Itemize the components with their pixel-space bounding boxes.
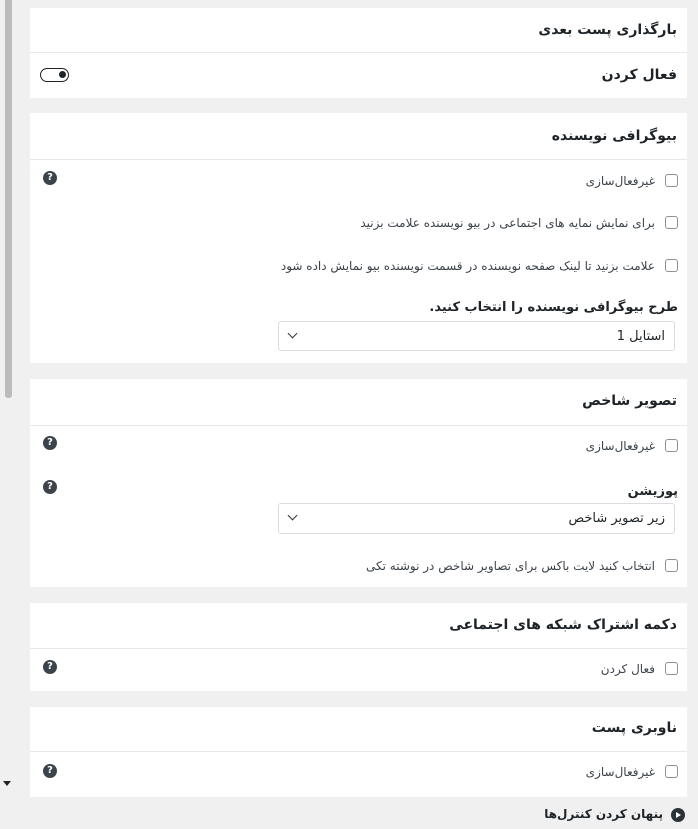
share-buttons-panel	[30, 603, 687, 691]
author-bio-style-heading: طرح بیوگرافی نویسنده را انتخاب کنید.	[429, 300, 678, 315]
featured-image-position-heading: پوزیشن	[627, 484, 678, 499]
featured-image-disable-row[interactable]	[30, 438, 678, 456]
featured-image-lightbox-checkbox[interactable]	[665, 559, 678, 572]
author-bio-disable-row[interactable]	[30, 173, 678, 191]
featured-image-disable-label: غیرفعال‌سازی	[585, 439, 655, 453]
hide-controls-button[interactable]	[515, 807, 685, 827]
author-bio-help-icon[interactable]: ?	[43, 171, 57, 185]
scrollbar-thumb[interactable]	[5, 0, 12, 398]
next-post-panel	[30, 8, 687, 98]
featured-image-disable-checkbox[interactable]	[665, 439, 678, 452]
post-nav-panel	[30, 707, 687, 797]
post-nav-disable-label: غیرفعال‌سازی	[585, 765, 655, 779]
author-bio-social-row[interactable]	[30, 215, 678, 233]
next-post-toggle-label: فعال کردن	[601, 67, 677, 83]
author-bio-panel	[30, 113, 687, 363]
post-nav-title: ناوبری پست	[591, 720, 677, 736]
scroll-down-arrow-icon[interactable]	[3, 781, 11, 786]
featured-image-lightbox-row[interactable]	[30, 558, 678, 576]
post-nav-disable-row[interactable]	[30, 764, 678, 782]
toggle-knob	[59, 71, 66, 78]
play-circle-icon	[671, 808, 685, 822]
author-bio-style-select[interactable]	[278, 321, 675, 351]
featured-image-title: تصویر شاخص	[582, 393, 677, 409]
share-buttons-enable-row[interactable]	[30, 661, 678, 679]
featured-image-position-select[interactable]	[278, 503, 675, 534]
share-buttons-enable-label: فعال کردن	[600, 662, 655, 676]
author-bio-link-checkbox[interactable]	[665, 259, 678, 272]
author-bio-link-label: علامت بزنید تا لینک صفحه نویسنده در قسمت نویسنده بیو نمایش داده شود	[280, 259, 655, 273]
author-bio-link-row[interactable]	[30, 258, 678, 276]
post-nav-help-icon[interactable]: ?	[43, 764, 57, 778]
author-bio-style-value: استایل 1	[616, 329, 665, 344]
author-bio-disable-label: غیرفعال‌سازی	[585, 174, 655, 188]
hide-controls-label: پنهان کردن کنترل‌ها	[544, 807, 663, 821]
share-buttons-enable-checkbox[interactable]	[665, 662, 678, 675]
next-post-toggle[interactable]	[40, 68, 69, 82]
featured-image-position-value: زیر تصویر شاخص	[568, 511, 665, 526]
featured-image-panel	[30, 379, 687, 587]
post-nav-disable-checkbox[interactable]	[665, 765, 678, 778]
author-bio-title: بیوگرافی نویسنده	[551, 128, 677, 144]
share-buttons-help-icon[interactable]: ?	[43, 660, 57, 674]
author-bio-social-checkbox[interactable]	[665, 216, 678, 229]
chevron-down-icon	[288, 511, 298, 521]
author-bio-disable-checkbox[interactable]	[665, 174, 678, 187]
chevron-down-icon	[288, 329, 298, 339]
next-post-title: بارگذاری پست بعدی	[538, 22, 677, 38]
featured-image-help-icon[interactable]: ?	[43, 436, 57, 450]
featured-image-position-help-icon[interactable]: ?	[43, 480, 57, 494]
share-buttons-title: دکمه اشتراک شبکه های اجتماعی	[449, 617, 677, 633]
scrollbar[interactable]	[0, 0, 16, 829]
author-bio-social-label: برای نمایش نمایه های اجتماعی در بیو نویسنده علامت بزنید	[360, 216, 655, 230]
featured-image-lightbox-label: انتخاب کنید لایت باکس برای تصاویر شاخص در نوشته تکی	[366, 559, 655, 573]
